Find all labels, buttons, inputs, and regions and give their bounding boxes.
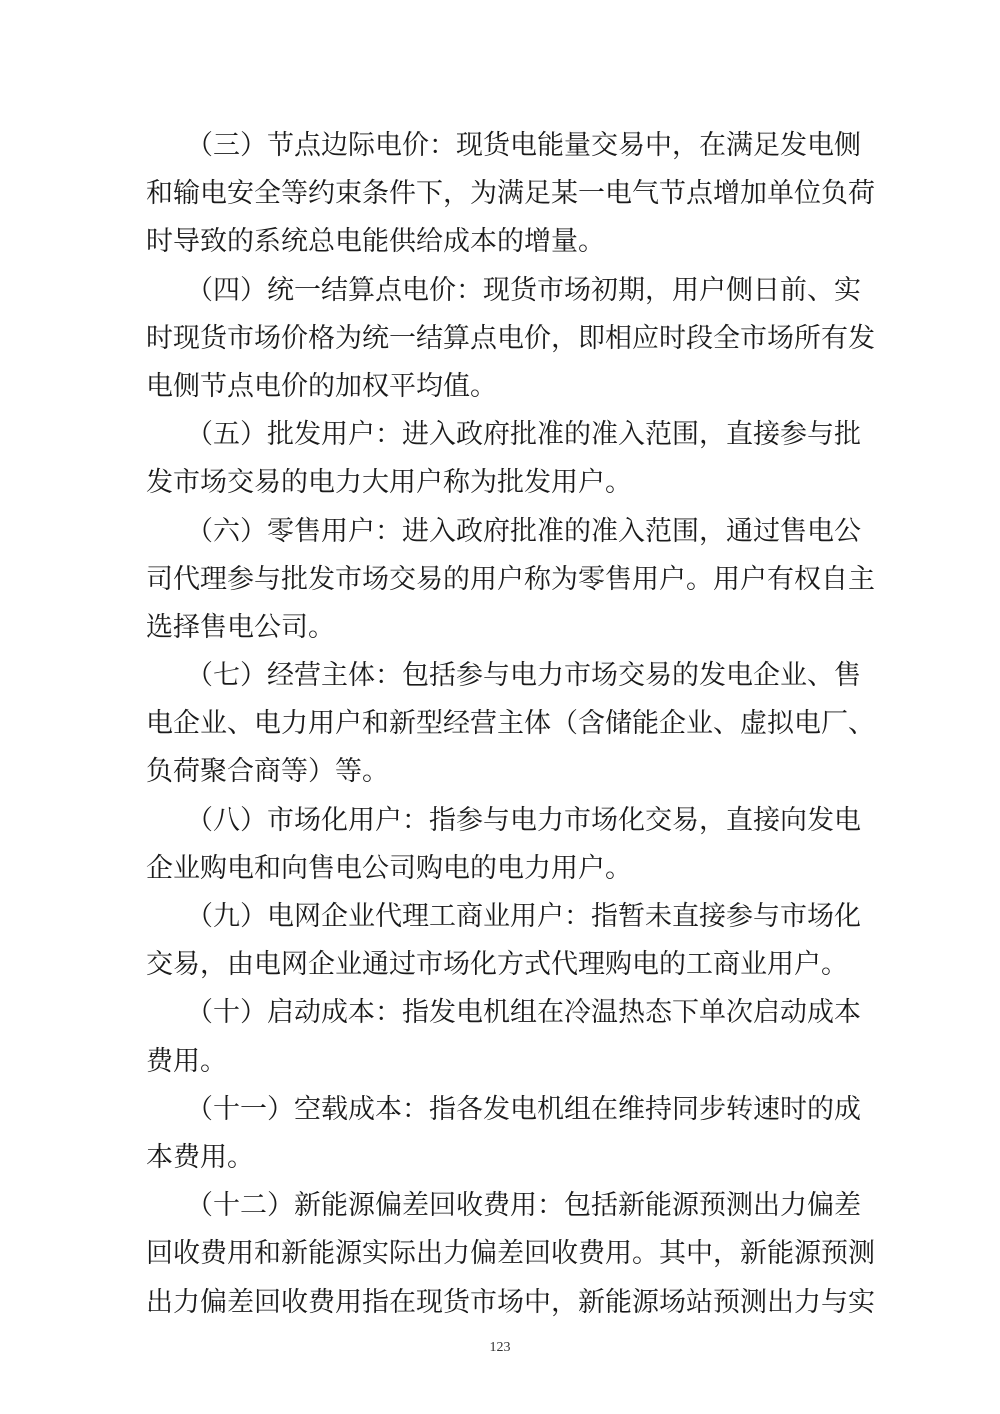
text-line: 司代理参与批发市场交易的用户称为零售用户。用户有权自主 xyxy=(146,563,875,595)
text-line: 发市场交易的电力大用户称为批发用户。 xyxy=(146,467,632,499)
paragraph xyxy=(146,652,875,797)
paragraph xyxy=(146,1086,861,1182)
paragraph xyxy=(146,893,861,989)
paragraph xyxy=(146,267,875,412)
page-number: 123 xyxy=(489,1340,511,1355)
text-line: 负荷聚合商等）等。 xyxy=(146,756,389,788)
paragraph xyxy=(146,989,861,1085)
text-line: （七）经营主体：包括参与电力市场交易的发电企业、售 xyxy=(186,660,861,692)
text-line: （八）市场化用户：指参与电力市场化交易，直接向发电 xyxy=(186,804,861,836)
paragraph xyxy=(146,797,861,893)
text-line: （五）批发用户：进入政府批准的准入范围，直接参与批 xyxy=(186,419,861,451)
paragraph xyxy=(146,508,875,653)
text-line: 交易，由电网企业通过市场化方式代理购电的工商业用户。 xyxy=(146,949,848,981)
text-line: 时现货市场价格为统一结算点电价，即相应时段全市场所有发 xyxy=(146,322,875,354)
paragraph xyxy=(146,411,861,507)
text-line: 选择售电公司。 xyxy=(146,611,335,643)
paragraph xyxy=(146,1182,875,1327)
text-line: （十）启动成本：指发电机组在冷温热态下单次启动成本 xyxy=(186,997,861,1029)
text-line: 电企业、电力用户和新型经营主体（含储能企业、虚拟电厂、 xyxy=(146,708,875,740)
text-line: （九）电网企业代理工商业用户：指暂未直接参与市场化 xyxy=(186,901,861,932)
text-line: 出力偏差回收费用指在现货市场中，新能源场站预测出力与实 xyxy=(146,1286,875,1318)
text-line: 本费用。 xyxy=(146,1141,254,1173)
text-line: 费用。 xyxy=(146,1045,227,1077)
paragraph xyxy=(146,122,875,267)
document-body xyxy=(146,122,875,1327)
text-line: 回收费用和新能源实际出力偏差回收费用。其中，新能源预测 xyxy=(146,1238,875,1270)
text-line: 和输电安全等约束条件下，为满足某一电气节点增加单位负荷 xyxy=(146,178,875,210)
text-line: （三）节点边际电价：现货电能量交易中，在满足发电侧 xyxy=(186,130,861,161)
text-line: （十一）空载成本：指各发电机组在维持同步转速时的成 xyxy=(186,1093,861,1125)
text-line: （四）统一结算点电价：现货市场初期，用户侧日前、实 xyxy=(186,274,861,306)
text-line: （十二）新能源偏差回收费用：包括新能源预测出力偏差 xyxy=(186,1190,861,1222)
text-line: 时导致的系统总电能供给成本的增量。 xyxy=(146,226,605,258)
text-line: （六）零售用户：进入政府批准的准入范围，通过售电公 xyxy=(186,515,861,547)
text-line: 企业购电和向售电公司购电的电力用户。 xyxy=(146,852,632,884)
text-line: 电侧节点电价的加权平均值。 xyxy=(146,370,497,402)
